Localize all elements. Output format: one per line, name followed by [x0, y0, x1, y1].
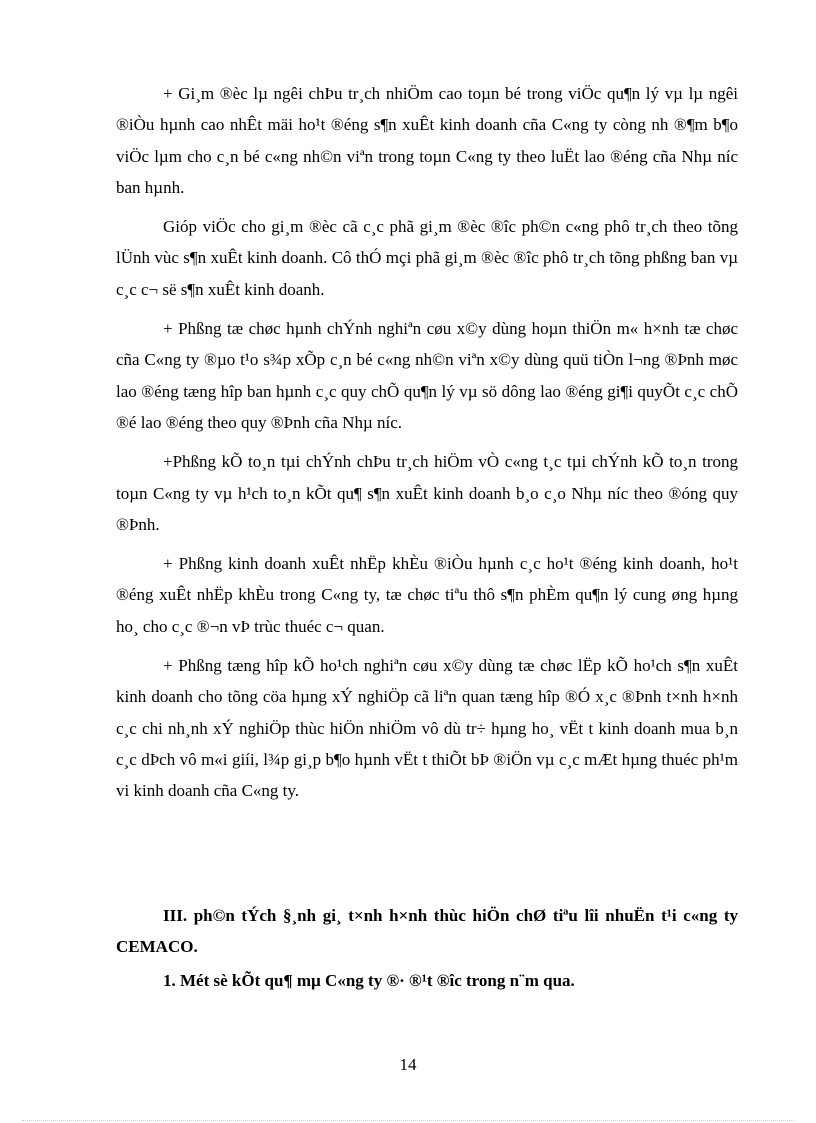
sub-heading: 1. Mét sè kÕt qu¶ mµ C«ng ty ®· ®¹t ®îc trong n¨m qua.: [163, 971, 575, 990]
paragraph-deputy-directors: Gióp viÖc cho gi¸m ®èc cã c¸c phã gi¸m ®èc ®îc ph©n c«ng phô tr¸ch theo tõng lÜnh vùc s¶n xuÊt kinh doanh. Cô thÓ mçi phã gi¸m ®èc ®îc phô tr¸ch tõng phßng ban vµ c¸c c¬ së s¶n xuÊt kinh doanh.: [116, 217, 738, 299]
paragraph-planning-department: + Phßng tæng hîp kÕ ho¹ch nghiªn cøu x©y dùng tæ chøc lËp kÕ ho¹ch s¶n xuÊt kinh doanh cho tõng cöa hµng xÝ nghiÖp cã liªn quan tæng hîp ®Ó x¸c ®Þnh t×nh h×nh c¸c chi nh¸nh xÝ nghiÖp thùc hiÖn nhiÖm vô dù tr÷ hµng ho¸ vËt t kinh doanh mua b¸n c¸c dÞch vô m«i giíi, l¾p gi¸p b¶o hµnh vËt t thiÕt bÞ ®iÖn vµ c¸c mÆt hµng thuéc ph¹m vi kinh doanh cña C«ng ty.: [116, 656, 738, 801]
page-bottom-divider: [22, 1120, 794, 1121]
paragraph-accounting-department: +Phßng kÕ to¸n tµi chÝnh chÞu tr¸ch hiÖm vÒ c«ng t¸c tµi chÝnh kÕ to¸n trong toµn C«ng ty vµ h¹ch to¸n kÕt qu¶ s¶n xuÊt kinh doanh b¸o c¸o Nhµ níc theo ®óng quy ®Þnh.: [116, 452, 738, 534]
paragraph-business-department: + Phßng kinh doanh xuÊt nhËp khÈu ®iÒu hµnh c¸c ho¹t ®éng kinh doanh, ho¹t ®éng xuÊt nhËp khÈu trong C«ng ty, tæ chøc tiªu thô s¶n phÈm qu¶n lý cung øng hµng ho¸ cho c¸c ®¬n vÞ trùc thuéc c¬ quan.: [116, 554, 738, 636]
section-heading: III. ph©n tÝch §¸nh gi¸ t×nh h×nh thùc hiÖn chØ tiªu lîi nhuËn t¹i c«ng ty CEMACO.: [116, 906, 738, 957]
page-number: 14: [399, 1055, 417, 1074]
paragraph-director: + Gi¸m ®èc lµ ngêi chÞu tr¸ch nhiÖm cao toµn bé trong viÖc qu¶n lý vµ lµ ngêi ®iÒu hµnh cao nhÊt mäi ho¹t ®éng s¶n xuÊt kinh doanh cña C«ng ty còng nh ®¶m b¶o viÖc lµm cho c¸n bé c«ng nh©n viªn trong toµn C«ng ty theo luËt lao ®éng cña Nhµ níc ban hµnh.: [116, 84, 738, 197]
body-text: [116, 78, 738, 815]
paragraph-admin-department: + Phßng tæ chøc hµnh chÝnh nghiªn cøu x©y dùng hoµn thiÖn m« h×nh tæ chøc cña C«ng ty ®µo t¹o s¾p xÕp c¸n bé c«ng nh©n viªn x©y dùng quü tiÒn l¬ng ®Þnh møc lao ®éng tæng hîp ban hµnh c¸c quy chÕ qu¶n lý vµ sö dông lao ®éng gi¶i quyÕt c¸c chÕ ®é lao ®éng theo quy ®Þnh cña Nhµ níc.: [116, 319, 738, 432]
